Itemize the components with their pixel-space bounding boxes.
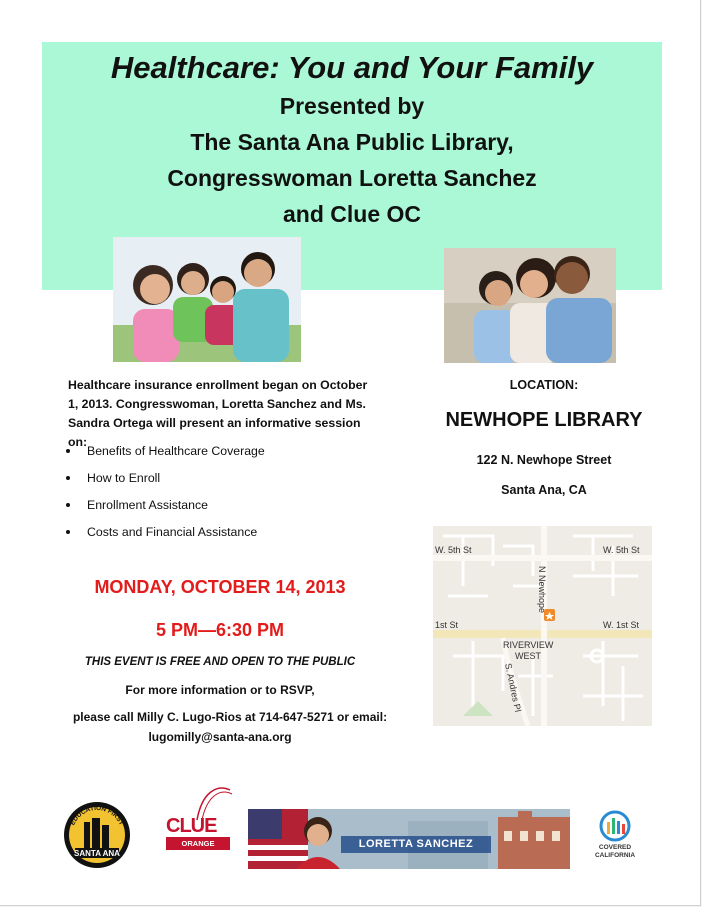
loretta-sanchez-name: LORETTA SANCHEZ [341,836,491,853]
map-label-andres: S. Andres Pl [503,662,524,713]
bullet-icon [66,530,70,534]
loretta-sanchez-banner [248,809,570,869]
topics-list [66,440,366,548]
topic-label: Costs and Financial Assistance [87,525,258,539]
presenter-library: The Santa Ana Public Library, [190,129,514,155]
presenter-clue: and Clue OC [282,201,421,227]
california-text: CALIFORNIA [594,852,636,859]
presenter-congresswoman: Congresswoman Loretta Sanchez [167,165,537,191]
map-label-riverview: RIVERVIEW [503,640,554,650]
presented-by: Presented by [279,93,425,119]
clue-subtitle: ORANGE COUNTY [166,837,230,850]
topic-label: Benefits of Healthcare Coverage [87,444,265,458]
santa-ana-top-text: EDUCATION FIRST [69,804,125,827]
event-time: 5 PM—6:30 PM [155,620,285,640]
free-event-note: THIS EVENT IS FREE AND OPEN TO THE PUBLIC [84,656,356,668]
rsvp-info: For more information or to RSVP, [125,683,315,697]
location-city: Santa Ana, CA [501,483,587,497]
santa-ana-logo [62,800,132,870]
bullet-icon [66,449,70,453]
topic-label: How to Enroll [87,471,161,485]
location-map [433,526,652,726]
contact-email[interactable]: lugomilly@santa-ana.org [148,730,292,744]
location-label: LOCATION: [509,378,579,392]
covered-california-logo [588,808,642,864]
location-address: 122 N. Newhope Street [476,453,612,467]
family-photo-left [113,237,301,362]
contact-phone-line: please call Milly C. Lugo-Rios at 714-647-5271 or email: [72,710,388,724]
list-item [66,440,366,467]
list-item [66,494,366,521]
map-label-1st-right: W. 1st St [603,620,640,630]
map-label-1st-left: 1st St [435,620,459,630]
family-photo-right [444,248,616,363]
map-label-newhope: N Newhope [537,566,547,614]
map-label-west: WEST [515,651,541,661]
flyer-title: Healthcare: You and Your Family [110,50,594,85]
map-label-w5th-left: W. 5th St [435,545,472,555]
bullet-icon [66,476,70,480]
clue-oc-logo [162,782,234,870]
topic-label: Enrollment Assistance [87,498,208,512]
list-item [66,467,366,494]
list-item [66,521,366,548]
covered-text: COVERED [598,844,632,851]
clue-text: CLUE [166,815,217,837]
bullet-icon [66,503,70,507]
intro-paragraph: Healthcare insurance enrollment began on October 1, 2013. Congresswoman, Loretta Sanchez and Ms. Sandra Ortega will present an informative session on: [68,378,368,449]
event-date: MONDAY, OCTOBER 14, 2013 [94,577,346,597]
map-label-w5th-right: W. 5th St [603,545,640,555]
santa-ana-bottom-text: SANTA ANA [74,849,120,858]
covered-california-text [588,844,642,860]
location-name: NEWHOPE LIBRARY [445,409,643,431]
